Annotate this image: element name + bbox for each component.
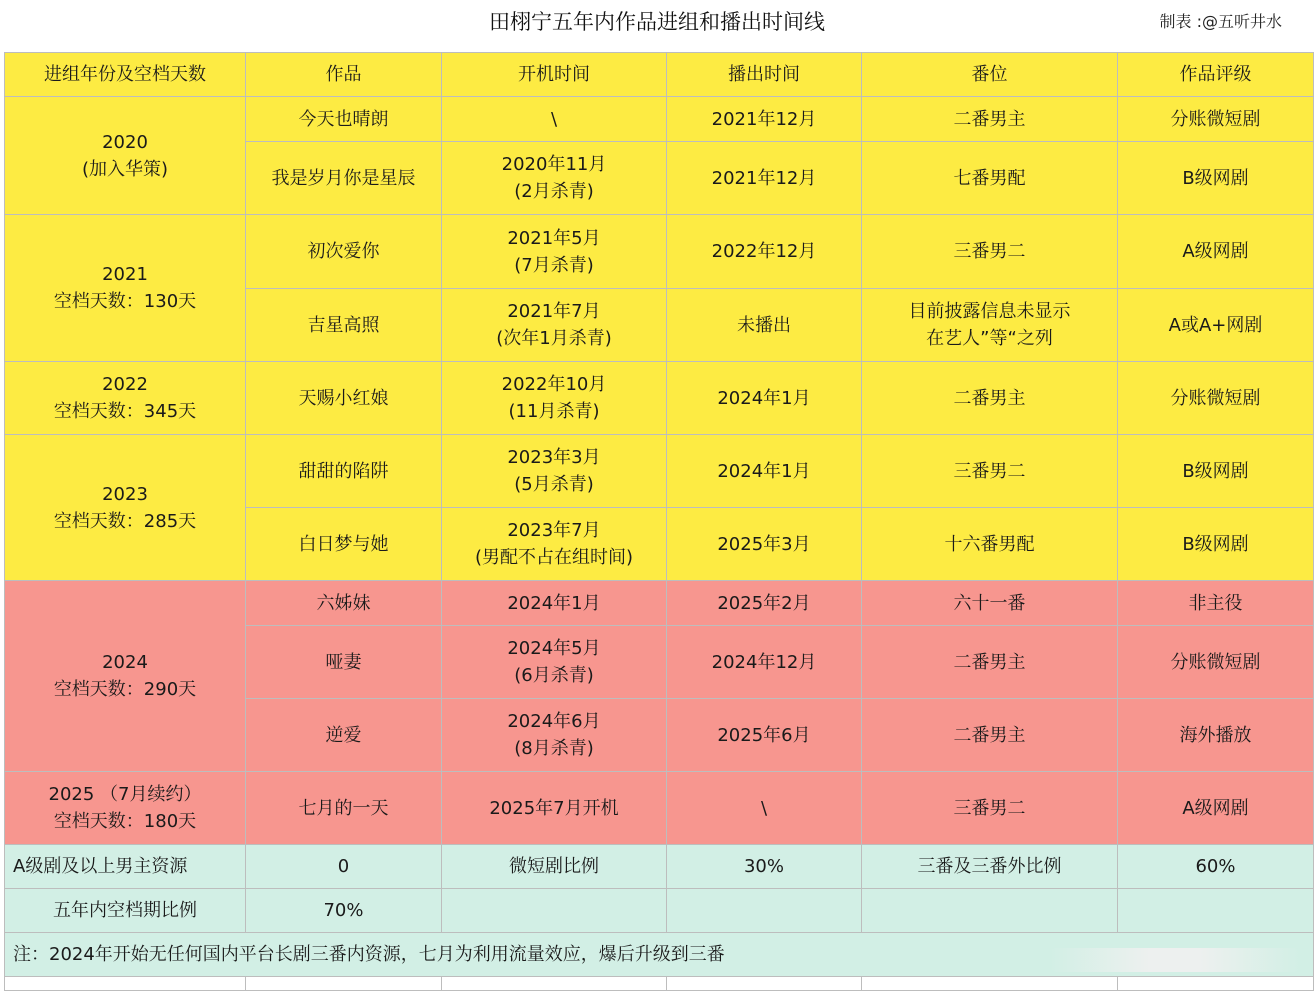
rating-cell: 分账微短剧 [1118, 97, 1314, 142]
watermark [1050, 948, 1300, 972]
rating-cell: A级网剧 [1118, 772, 1314, 845]
blank-cell [667, 977, 862, 991]
billing-cell: 七番男配 [862, 142, 1118, 215]
start-cell [442, 435, 667, 508]
page-title: 田栩宁五年内作品进组和播出时间线 [489, 10, 825, 34]
start-cell [442, 362, 667, 435]
wrap-date: (11月杀青) [508, 401, 600, 422]
header-cell-rating: 作品评级 [1118, 53, 1314, 97]
air-cell: \ [667, 772, 862, 845]
blank-cell [1118, 977, 1314, 991]
rating-cell: 非主役 [1118, 581, 1314, 626]
air-cell: 未播出 [667, 289, 862, 362]
year-cell-2024 [5, 581, 246, 772]
table-row [5, 362, 1314, 435]
blank-cell [5, 977, 246, 991]
work-cell: 逆爱 [246, 699, 442, 772]
billing-cell: 六十一番 [862, 581, 1118, 626]
wrap-date: (7月杀青) [514, 254, 594, 276]
header-cell-air: 播出时间 [667, 53, 862, 97]
year-cell-2020 [5, 97, 246, 215]
header-cell-work: 作品 [246, 53, 442, 97]
air-cell: 2024年12月 [667, 626, 862, 699]
rating-cell: 海外播放 [1118, 699, 1314, 772]
billing-cell: 十六番男配 [862, 508, 1118, 581]
summary-empty-cell [667, 889, 862, 933]
air-cell: 2025年6月 [667, 699, 862, 772]
start-cell: 2025年7月开机 [442, 772, 667, 845]
footnote: 注：2024年开始无任何国内平台长剧三番内资源，七月为利用流量效应，爆后升级到三番 [5, 933, 1314, 977]
blank-cell [246, 977, 442, 991]
summary-label-lead-roles: A级剧及以上男主资源 [5, 845, 246, 889]
header-cell-billing: 番位 [862, 53, 1118, 97]
table-row [5, 97, 1314, 142]
gap-days: 空档天数：180天 [53, 811, 197, 832]
gap-days: 空档天数：290天 [53, 679, 197, 700]
rating-cell: B级网剧 [1118, 435, 1314, 508]
header-cell-year: 进组年份及空档天数 [5, 53, 246, 97]
wrap-date: (男配不占在组时间) [474, 547, 634, 568]
work-cell: 七月的一天 [246, 772, 442, 845]
air-cell: 2024年1月 [667, 362, 862, 435]
billing-cell: 二番男主 [862, 97, 1118, 142]
start-date: 2020年11月 [501, 154, 607, 175]
summary-empty-cell [862, 889, 1118, 933]
rating-cell: B级网剧 [1118, 142, 1314, 215]
header-row [5, 53, 1314, 97]
rating-cell: A或A+网剧 [1118, 289, 1314, 362]
blank-cell [862, 977, 1118, 991]
billing-cell: 二番男主 [862, 362, 1118, 435]
start-cell [442, 699, 667, 772]
start-date: 2024年6月 [507, 711, 601, 732]
wrap-date: (6月杀青) [514, 665, 594, 686]
year-cell-2021 [5, 215, 246, 362]
year-cell-2025 [5, 772, 246, 845]
billing-cell: 三番男二 [862, 772, 1118, 845]
table-row [5, 435, 1314, 508]
summary-value-gap-ratio: 70% [246, 889, 442, 933]
start-cell [442, 626, 667, 699]
work-cell: 初次爱你 [246, 215, 442, 289]
start-cell [442, 142, 667, 215]
timeline-table [4, 52, 1314, 991]
billing-cell: 三番男二 [862, 215, 1118, 289]
rating-cell: A级网剧 [1118, 215, 1314, 289]
wrap-date: (8月杀青) [514, 738, 594, 759]
work-cell: 吉星高照 [246, 289, 442, 362]
air-cell: 2024年1月 [667, 435, 862, 508]
table-row [5, 215, 1314, 289]
air-cell: 2025年2月 [667, 581, 862, 626]
table-row [5, 772, 1314, 845]
gap-days: 空档天数：345天 [53, 401, 197, 422]
summary-label-micro-drama: 微短剧比例 [442, 845, 667, 889]
summary-empty-cell [442, 889, 667, 933]
work-cell: 六姊妹 [246, 581, 442, 626]
gap-days: 空档天数：130天 [53, 291, 197, 312]
start-date: 2021年7月 [507, 301, 601, 322]
work-cell: 今天也晴朗 [246, 97, 442, 142]
work-cell: 我是岁月你是星辰 [246, 142, 442, 215]
wrap-date: (5月杀青) [514, 474, 594, 495]
summary-label-gap-ratio: 五年内空档期比例 [5, 889, 246, 933]
air-cell: 2021年12月 [667, 142, 862, 215]
summary-value-third-billing: 60% [1118, 845, 1314, 889]
rating-cell: 分账微短剧 [1118, 362, 1314, 435]
work-cell: 天赐小红娘 [246, 362, 442, 435]
start-cell [442, 215, 667, 289]
start-date: 2022年10月 [501, 374, 607, 395]
year-cell-2023 [5, 435, 246, 581]
billing-cell: 三番男二 [862, 435, 1118, 508]
year-label: 2022 [102, 374, 148, 395]
summary-row [5, 845, 1314, 889]
air-cell: 2022年12月 [667, 215, 862, 289]
year-cell-2022 [5, 362, 246, 435]
billing-cell [862, 289, 1118, 362]
work-cell: 白日梦与她 [246, 508, 442, 581]
summary-row [5, 889, 1314, 933]
gap-days: 空档天数：285天 [53, 510, 197, 532]
summary-label-third-billing: 三番及三番外比例 [862, 845, 1118, 889]
table-row [5, 977, 1314, 991]
start-date: 2023年3月 [507, 447, 601, 468]
start-date: 2024年5月 [507, 638, 601, 659]
start-cell: \ [442, 97, 667, 142]
start-cell: 2024年1月 [442, 581, 667, 626]
summary-empty-cell [1118, 889, 1314, 933]
summary-value-lead-roles: 0 [246, 845, 442, 889]
billing-line-2: 在艺人”等“之列 [926, 328, 1053, 349]
year-label: 2020 [102, 131, 148, 153]
work-cell: 甜甜的陷阱 [246, 435, 442, 508]
blank-cell [442, 977, 667, 991]
start-date: 2021年5月 [507, 227, 601, 249]
rating-cell: B级网剧 [1118, 508, 1314, 581]
start-cell [442, 508, 667, 581]
billing-cell: 二番男主 [862, 626, 1118, 699]
table-row [5, 581, 1314, 626]
year-label: 2023 [102, 483, 148, 505]
air-cell: 2021年12月 [667, 97, 862, 142]
summary-value-micro-drama: 30% [667, 845, 862, 889]
start-date: 2023年7月 [507, 520, 601, 541]
start-cell [442, 289, 667, 362]
billing-cell: 二番男主 [862, 699, 1118, 772]
credit-label: 制表 :@五听井水 [1159, 12, 1282, 31]
billing-line-1: 目前披露信息未显示 [908, 301, 1071, 322]
year-label: 2024 [102, 652, 148, 673]
year-label: 2021 [102, 264, 148, 285]
header-cell-start: 开机时间 [442, 53, 667, 97]
year-note: (加入华策) [81, 158, 169, 180]
work-cell: 哑妻 [246, 626, 442, 699]
wrap-date: (次年1月杀青) [496, 328, 612, 349]
wrap-date: (2月杀青) [514, 181, 594, 202]
air-cell: 2025年3月 [667, 508, 862, 581]
rating-cell: 分账微短剧 [1118, 626, 1314, 699]
year-label: 2025 （7月续约） [48, 784, 202, 805]
